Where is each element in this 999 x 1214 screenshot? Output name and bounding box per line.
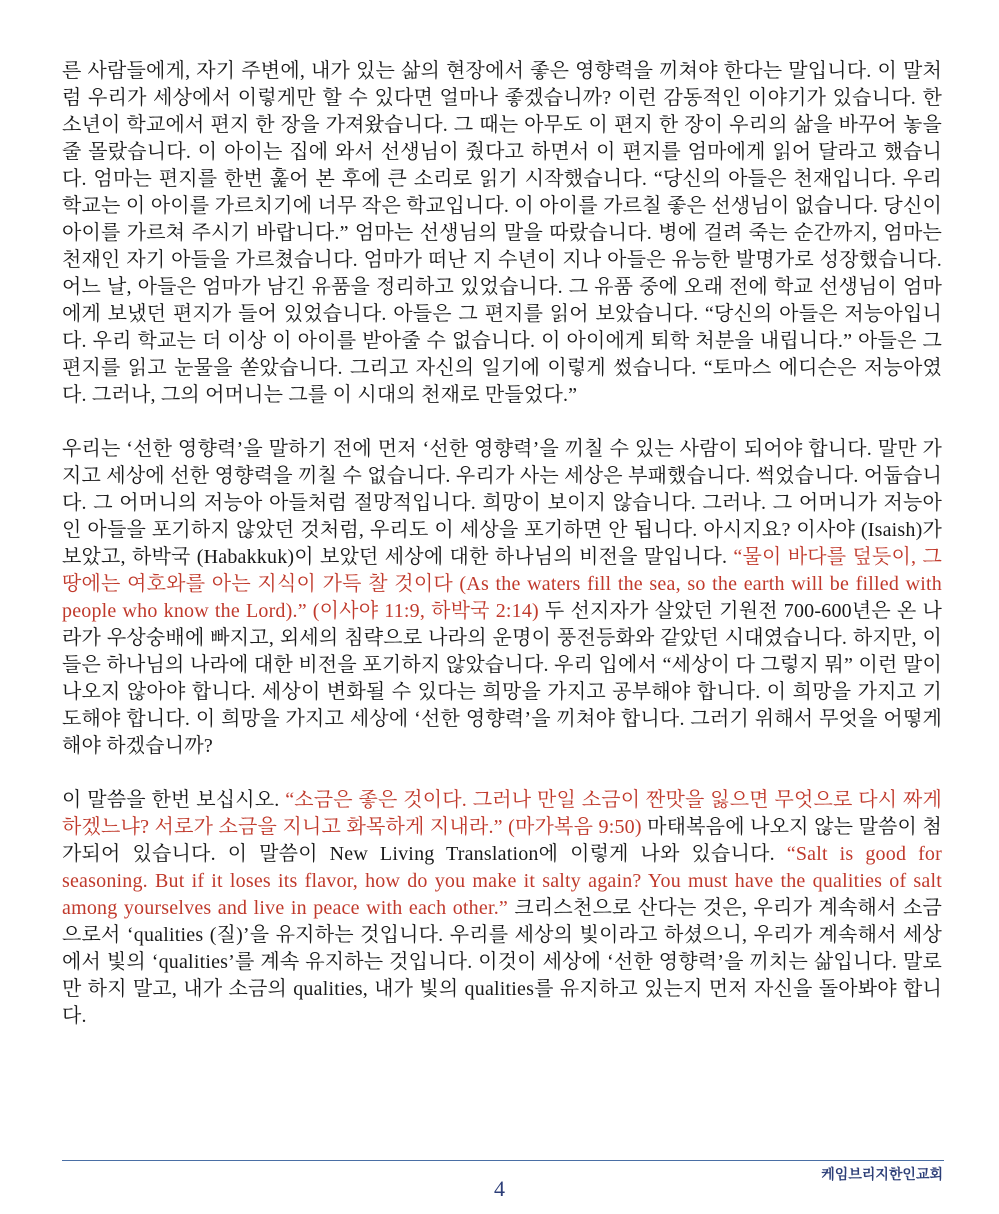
scripture-quote-mark-korean: “소금은 좋은 것이다. 그러나 만일 소금이 짠맛을 잃으면 무엇으로 다시 짜게 하겠느냐? 서로가 소금을 지니고 화목하게 지내라.” (마가복음 9:50) (62, 789, 942, 838)
paragraph-3-segment-1: 이 말씀을 한번 보십시오. (62, 789, 286, 811)
paragraph-3-segment-3: 마태복음에 나오지 않는 말씀이 첨가되어 있습니다. 이 말씀이 New Living Translation에 이렇게 나와 있습니다. (62, 816, 943, 865)
paragraph-1-segment-1: 른 사람들에게, 자기 주변에, 내가 있는 삶의 현장에서 좋은 영향력을 끼쳐야 한다는 말입니다. 이 말처럼 우리가 세상에서 이렇게만 할 수 있다면 얼마나 좋겠습니까? 이런 감동적인 이야기가 있습니다. 한 소년이 학교에서 편지 한 장을 가져왔습니다. 그 때는 아무도 이 편지 한 장이 우리의 삶을 바꾸어 놓을 줄 몰랐습니다. 이 아이는 집에 와서 선생님이 줬다고 하면서 이 편지를 엄마에게 읽어 달라고 했습니다. 엄마는 편지를 한번 훑어 본 후에 큰 소리로 읽기 시작했습니다. “당신의 아들은 천재입니다. 우리 학교는 이 아이를 가르치기에 너무 작은 학교입니다. 이 아이를 가르칠 좋은 선생님이 없습니다. 당신이 아이를 가르쳐 주시기 바랍니다.” 엄마는 선생님의 말을 따랐습니다. 병에 걸려 죽는 순간까지, 엄마는 천재인 자기 아들을 가르쳤습니다. 엄마가 떠난 지 수년이 지나 아들은 유능한 발명가로 성장했습니다. 어느 날, 아들은 엄마가 남긴 유품을 정리하고 있었습니다. 그 유품 중에 오래 전에 학교 선생님이 엄마에게 보냈던 편지가 들어 있었습니다. 아들은 그 편지를 읽어 보았습니다. “당신의 아들은 저능아입니다. 우리 학교는 더 이상 이 아이를 받아줄 수 없습니다. 이 아이에게 퇴학 처분을 내립니다.” 아들은 그 편지를 읽고 눈물을 쏟았습니다. 그리고 자신의 일기에 이렇게 썼습니다. “토마스 에디슨은 저능아였다. 그러나, 그의 어머니는 그를 이 시대의 천재로 만들었다.” (62, 60, 942, 406)
paragraph-3-segment-5: 크리스천으로 산다는 것은, 우리가 계속해서 소금으로서 ‘qualities (질)’을 유지하는 것입니다. 우리를 세상의 빛이라고 하셨으니, 우리가 계속해서 세상에서 빛의 ‘qualities’를 계속 유지하는 것입니다. 이것이 세상에 ‘선한 영향력’을 끼치는 삶입니다. 말로만 하지 말고, 내가 소금의 qualities, 내가 빛의 qualities를 유지하고 있는지 먼저 자신을 돌아봐야 합니다. (62, 897, 942, 1027)
paragraph-1 (62, 58, 942, 409)
footer-divider (62, 1160, 944, 1161)
body-text (62, 58, 942, 1030)
paragraph-3 (62, 787, 942, 1030)
paragraph-2-segment-1: 우리는 ‘선한 영향력’을 말하기 전에 먼저 ‘선한 영향력’을 끼칠 수 있는 사람이 되어야 합니다. 말만 가지고 세상에 선한 영향력을 끼칠 수 없습니다. 우리가 사는 세상은 부패했습니다. 썩었습니다. 어둡습니다. 그 어머니의 저능아 아들처럼 절망적입니다. 희망이 보이지 않습니다. 그러나. 그 어머니가 저능아인 아들을 포기하지 않았던 것처럼, 우리도 이 세상을 포기하면 안 됩니다. 아시지요? 이사야 (Isaish)가 보았고, 하박국 (Habakkuk)이 보았던 세상에 대한 하나님의 비전을 말입니다. (62, 438, 942, 568)
scripture-quote-mark-english: “Salt is good for seasoning. But if it loses its flavor, how do you make it salty again? You must have the qualities of salt among yourselves and live in peace with each other.” (62, 843, 942, 919)
paragraph-2 (62, 436, 942, 760)
page-number: 4 (494, 1176, 505, 1201)
scripture-quote-isaiah-habakkuk: “물이 바다를 덮듯이, 그 땅에는 여호와를 아는 지식이 가득 찰 것이다 (As the waters fill the sea, so the earth will be filled with people who know the Lord).” (이사야 11:9, 하박국 2:14) (62, 546, 942, 622)
footer-church-name: 케임브리지한인교회 (821, 1167, 943, 1183)
paragraph-2-segment-3: 두 선지자가 살았던 기원전 700-600년은 온 나라가 우상숭배에 빠지고, 외세의 침략으로 나라의 운명이 풍전등화와 같았던 시대였습니다. 하지만, 이들은 하나님의 나라에 대한 비전을 포기하지 않았습니다. 우리 입에서 “세상이 다 그렇지 뭐” 이런 말이 나오지 않아야 합니다. 세상이 변화될 수 있다는 희망을 가지고 공부해야 합니다. 이 희망을 가지고 기도해야 합니다. 이 희망을 가지고 세상에 ‘선한 영향력’을 끼쳐야 합니다. 그러기 위해서 무엇을 어떻게 해야 하겠습니까? (62, 600, 942, 757)
